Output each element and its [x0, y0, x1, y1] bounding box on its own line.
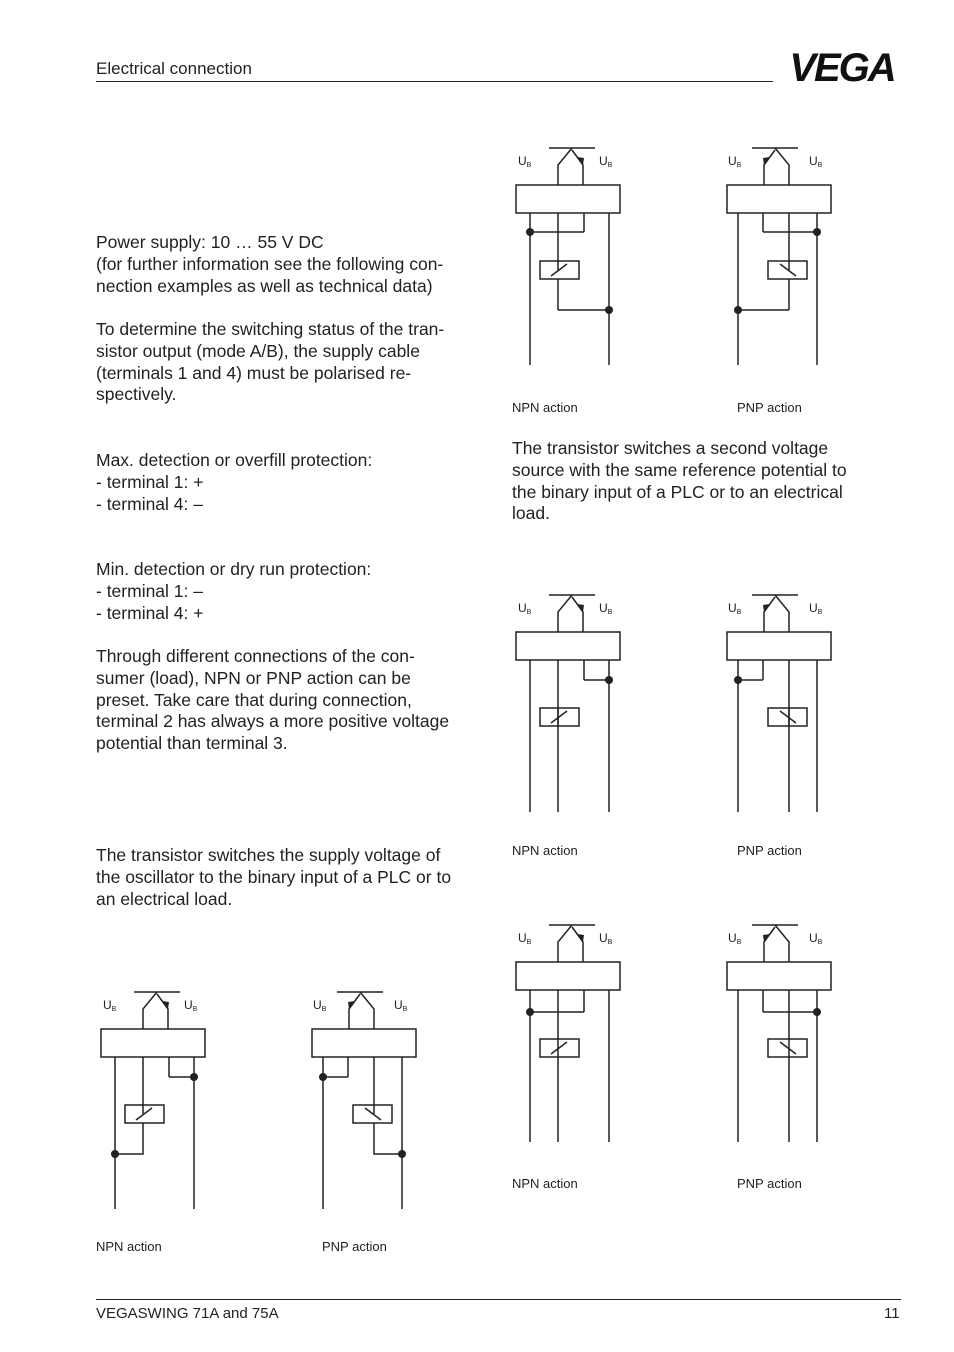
vega-logo — [782, 48, 902, 86]
diagram-lines — [727, 595, 831, 812]
ub-subscript: B — [526, 609, 532, 616]
wire — [143, 992, 157, 1029]
wire — [764, 927, 775, 962]
terminal-block — [727, 632, 831, 660]
relay-slash — [780, 711, 796, 723]
relay-slash — [551, 264, 567, 276]
ub-label: UB — [728, 931, 742, 946]
wire — [374, 1123, 402, 1154]
wire — [775, 925, 789, 962]
ub-label: UB — [728, 601, 742, 616]
diagram-lines — [516, 595, 620, 812]
junction-dot — [813, 1008, 821, 1016]
caption-npn-action: NPN action — [512, 1176, 578, 1191]
junction-dot — [605, 306, 613, 314]
pnp-diagram-3 — [721, 922, 836, 1142]
pnp-diagram-2 — [721, 592, 836, 812]
ub-subscript: B — [817, 939, 823, 946]
wire — [157, 994, 168, 1029]
logo-text: VEGA — [789, 48, 895, 86]
wire — [349, 994, 360, 1029]
ub-subscript: B — [321, 1006, 327, 1013]
relay-slash — [780, 264, 796, 276]
terminal-block — [516, 962, 620, 990]
wire — [558, 148, 572, 185]
junction-dot — [813, 228, 821, 236]
arrow-head — [577, 604, 584, 612]
wire — [775, 595, 789, 632]
ub-subscript: B — [607, 939, 613, 946]
header-rule — [96, 81, 773, 82]
pnp-diagram-4 — [306, 989, 421, 1209]
terminal-block — [727, 962, 831, 990]
text-line: Min. detection or dry run protection: — [96, 559, 372, 579]
relay-slash — [780, 1042, 796, 1054]
text-line: spectively. — [96, 384, 177, 405]
text-line: The transistor switches the supply voltage of — [96, 845, 441, 865]
wire — [764, 597, 775, 632]
ub-label: UB — [599, 601, 613, 616]
ub-label: UB — [518, 601, 532, 616]
ub-label: UB — [394, 998, 408, 1013]
wire — [572, 927, 583, 962]
wire — [115, 1123, 143, 1154]
ub-label: UB — [809, 601, 823, 616]
power-supply-text — [96, 232, 443, 297]
wire — [558, 595, 572, 632]
caption-pnp-action: PNP action — [737, 400, 802, 415]
ub-label: UB — [809, 154, 823, 169]
footer-rule — [96, 1299, 901, 1300]
relay-slash — [551, 1042, 567, 1054]
junction-dot — [734, 306, 742, 314]
caption-pnp-action: PNP action — [737, 1176, 802, 1191]
terminal-block — [516, 632, 620, 660]
text-line: Max. detection or overfill protection: — [96, 450, 373, 470]
caption-pnp-action: PNP action — [322, 1239, 387, 1254]
terminal-block — [101, 1029, 205, 1057]
text-line: nection examples as well as technical data) — [96, 275, 433, 296]
text-line: potential than terminal 3. — [96, 733, 288, 754]
ub-label: UB — [184, 998, 198, 1013]
terminal-block — [516, 185, 620, 213]
diagram-lines — [727, 148, 831, 365]
ub-subscript: B — [736, 609, 742, 616]
text-line: sumer (load), NPN or PNP action can be — [96, 667, 411, 688]
page-number: 11 — [884, 1305, 900, 1322]
arrow-head — [577, 934, 584, 942]
ub-label: UB — [103, 998, 117, 1013]
ub-subscript: B — [736, 162, 742, 169]
text-line: - terminal 1: + — [96, 471, 204, 492]
footer-product-name: VEGASWING 71A and 75A — [96, 1305, 279, 1322]
text-line: (for further information see the following con- — [96, 253, 444, 274]
npn-diagram-2 — [511, 592, 626, 812]
ub-label: UB — [599, 931, 613, 946]
wire — [572, 150, 583, 185]
diagram-lines — [516, 925, 620, 1142]
ub-subscript: B — [526, 162, 532, 169]
relay-slash — [551, 711, 567, 723]
ub-subscript: B — [192, 1006, 198, 1013]
transistor-second-source-text — [512, 438, 847, 525]
diagram-lines — [727, 925, 831, 1142]
arrow-head — [763, 934, 770, 942]
terminal-block — [727, 185, 831, 213]
ub-label: UB — [518, 154, 532, 169]
caption-npn-action: NPN action — [512, 843, 578, 858]
ub-label: UB — [518, 931, 532, 946]
pnp-diagram-1 — [721, 145, 836, 365]
arrow-head — [348, 1001, 355, 1009]
wire — [572, 597, 583, 632]
ub-subscript: B — [526, 939, 532, 946]
ub-subscript: B — [817, 162, 823, 169]
npn-diagram-4 — [96, 989, 211, 1209]
junction-dot — [111, 1150, 119, 1158]
arrow-head — [763, 604, 770, 612]
ub-label: UB — [313, 998, 327, 1013]
text-line: The transistor switches a second voltage — [512, 438, 829, 458]
text-line: sistor output (mode A/B), the supply cable — [96, 340, 420, 361]
junction-dot — [190, 1073, 198, 1081]
ub-subscript: B — [736, 939, 742, 946]
junction-dot — [734, 676, 742, 684]
max-detection-text — [96, 450, 372, 515]
transistor-supply-text — [96, 845, 451, 910]
npn-pnp-text — [96, 646, 449, 755]
relay-slash — [365, 1108, 381, 1120]
text-line: an electrical load. — [96, 888, 233, 909]
ub-subscript: B — [111, 1006, 117, 1013]
terminal-block — [312, 1029, 416, 1057]
ub-subscript: B — [402, 1006, 408, 1013]
junction-dot — [605, 676, 613, 684]
text-line: the oscillator to the binary input of a PLC or to — [96, 866, 452, 887]
arrow-head — [162, 1001, 169, 1009]
text-line: the binary input of a PLC or to an electrical — [512, 481, 843, 502]
ub-subscript: B — [607, 162, 613, 169]
ub-label: UB — [809, 931, 823, 946]
caption-pnp-action: PNP action — [737, 843, 802, 858]
text-line: (terminals 1 and 4) must be polarised re- — [96, 362, 412, 383]
junction-dot — [526, 1008, 534, 1016]
caption-npn-action: NPN action — [512, 400, 578, 415]
diagram-lines — [516, 148, 620, 365]
npn-diagram-1 — [511, 145, 626, 365]
text-line: To determine the switching status of the tran- — [96, 319, 445, 339]
section-title: Electrical connection — [96, 59, 252, 78]
npn-diagram-3 — [511, 922, 626, 1142]
text-line: terminal 2 has always a more positive voltage — [96, 711, 450, 732]
text-line: source with the same reference potential to — [512, 459, 847, 480]
wire — [764, 150, 775, 185]
wire — [775, 148, 789, 185]
text-line: Power supply: 10 … 55 V DC — [96, 232, 324, 252]
junction-dot — [398, 1150, 406, 1158]
diagram-lines — [312, 992, 416, 1209]
ub-subscript: B — [607, 609, 613, 616]
ub-label: UB — [599, 154, 613, 169]
arrow-head — [577, 157, 584, 165]
junction-dot — [319, 1073, 327, 1081]
text-line: - terminal 1: – — [96, 580, 203, 601]
text-line: - terminal 4: + — [96, 602, 204, 623]
text-line: Through different connections of the con- — [96, 646, 415, 666]
wire — [558, 925, 572, 962]
text-line: preset. Take care that during connection, — [96, 689, 412, 710]
text-line: - terminal 4: – — [96, 493, 203, 514]
min-detection-text — [96, 559, 371, 624]
arrow-head — [763, 157, 770, 165]
diagram-lines — [101, 992, 205, 1209]
text-line: load. — [512, 503, 550, 524]
relay-slash — [136, 1108, 152, 1120]
wire — [360, 992, 374, 1029]
junction-dot — [526, 228, 534, 236]
ub-subscript: B — [817, 609, 823, 616]
switching-status-text — [96, 319, 444, 406]
ub-label: UB — [728, 154, 742, 169]
caption-npn-action: NPN action — [96, 1239, 162, 1254]
